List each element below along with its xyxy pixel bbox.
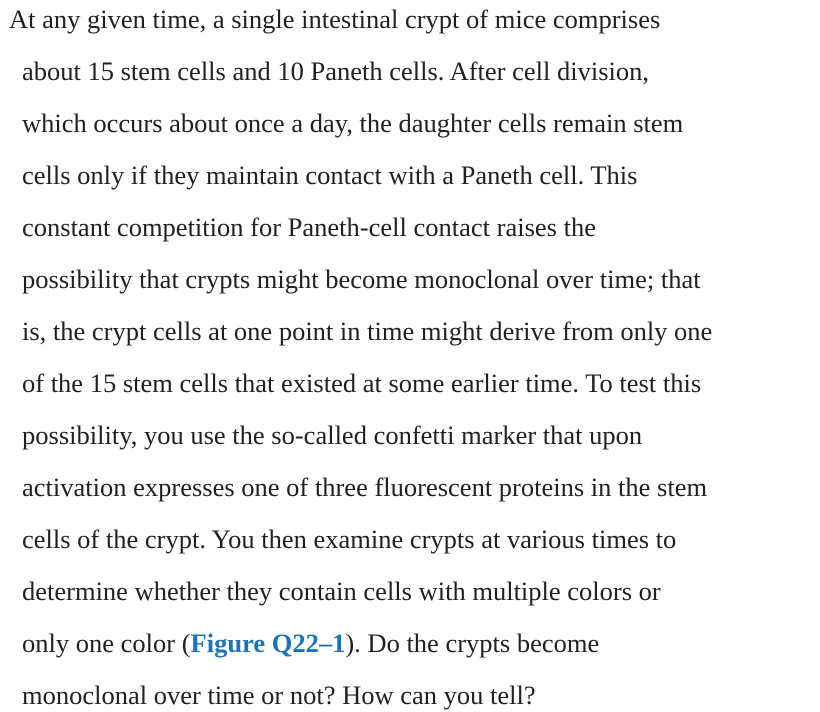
paragraph-line-with-figure-ref bbox=[22, 626, 599, 660]
paragraph-line: of the 15 stem cells that existed at some earlier time. To test this bbox=[22, 368, 702, 398]
paragraph-line: At any given time, a single intestinal crypt of mice comprises bbox=[9, 4, 661, 34]
paragraph-line: constant competition for Paneth-cell contact raises the bbox=[22, 212, 596, 242]
figure-reference-link[interactable]: Figure Q22–1 bbox=[190, 628, 346, 658]
paragraph-line: about 15 stem cells and 10 Paneth cells. After cell division, bbox=[22, 56, 650, 86]
paragraph-line: is, the crypt cells at one point in time might derive from only one bbox=[22, 316, 713, 346]
paragraph-line: which occurs about once a day, the daughter cells remain stem bbox=[22, 108, 684, 138]
paragraph-line: possibility, you use the so-called confetti marker that upon bbox=[22, 420, 643, 450]
paragraph-line: cells of the crypt. You then examine crypts at various times to bbox=[22, 524, 677, 554]
paragraph-line: monoclonal over time or not? How can you tell? bbox=[22, 680, 536, 710]
paragraph-line: determine whether they contain cells with multiple colors or bbox=[22, 576, 661, 606]
paragraph-line: possibility that crypts might become monoclonal over time; that bbox=[22, 264, 701, 294]
line-text-before-ref: only one color ( bbox=[22, 628, 191, 658]
paragraph-line: cells only if they maintain contact with a Paneth cell. This bbox=[22, 160, 638, 190]
line-text-after-ref: ). Do the crypts become bbox=[345, 628, 600, 658]
paragraph-line: activation expresses one of three fluorescent proteins in the stem bbox=[22, 472, 708, 502]
